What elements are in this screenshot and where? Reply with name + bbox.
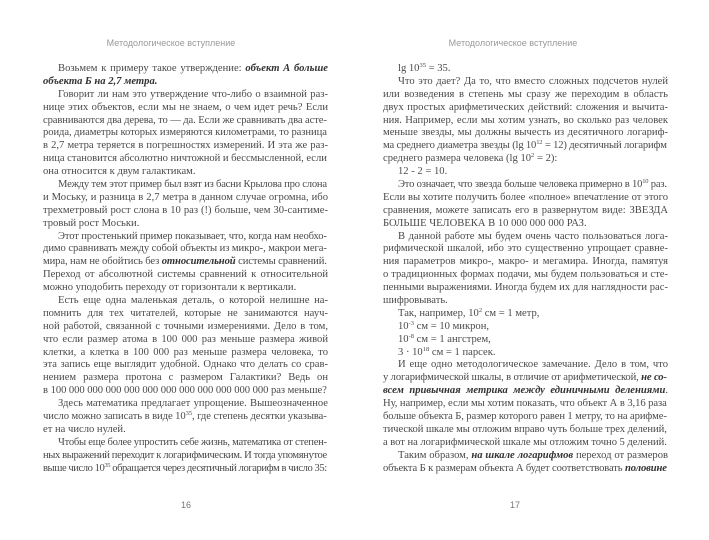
line-content — [383, 205, 668, 216]
text-line — [383, 359, 668, 372]
line-content — [398, 63, 451, 74]
text-line — [383, 115, 668, 128]
line-content — [43, 115, 327, 126]
text-line — [43, 166, 328, 179]
text-line — [383, 308, 668, 321]
text-line — [383, 205, 668, 218]
emphasis-text: объекта Б на 2,7 метра. — [43, 75, 158, 87]
text-run: число можно записать в виде 10 — [43, 411, 186, 423]
line-content — [398, 166, 447, 177]
line-content — [43, 334, 328, 345]
line-content — [383, 153, 557, 164]
line-content — [43, 347, 328, 358]
text-line — [383, 102, 668, 115]
text-run: 10 — [398, 320, 409, 332]
line-content — [383, 269, 668, 280]
emphasis-text: не со- — [641, 372, 667, 384]
text-line — [43, 308, 328, 321]
text-line — [43, 89, 328, 102]
text-line — [383, 282, 668, 295]
line-content — [43, 166, 196, 177]
line-content — [43, 424, 126, 435]
text-run: БОЛЬШЕ ЧЕЛОВЕКА В 10 000 000 000 РАЗ. — [383, 217, 587, 229]
line-content — [383, 372, 667, 383]
text-run: см = 1 ангстрем, — [414, 333, 491, 345]
text-line — [43, 411, 328, 424]
line-content — [383, 398, 667, 409]
text-run: ния параметров микро-, макро- и мегамира. Иногда, памятуя — [383, 256, 668, 268]
text-line — [43, 372, 328, 385]
text-run: Если вы хотите получить более «полное» впечатление от этого — [383, 191, 668, 203]
text-run: Чтобы еще более упростить себе жизнь, математика от степен- — [58, 436, 327, 448]
line-content — [398, 450, 668, 461]
text-line — [43, 115, 328, 128]
line-content — [43, 269, 328, 280]
text-line — [43, 269, 328, 282]
text-line — [383, 463, 668, 476]
text-run: обращается через десятичный логарифм в число 35: — [110, 462, 327, 474]
text-line — [43, 463, 328, 476]
text-run: = 12) десятичный логарифм — [542, 140, 667, 152]
line-content — [58, 231, 327, 242]
line-content — [43, 308, 328, 319]
line-content — [43, 153, 327, 164]
text-line — [43, 282, 328, 295]
exponent: 18 — [422, 345, 430, 353]
text-run: нением размера протона с размером Галактики? Ведь он — [43, 372, 328, 384]
text-line — [43, 140, 328, 153]
line-content — [383, 115, 668, 126]
text-line — [43, 179, 328, 192]
text-run: шифровывать. — [383, 295, 448, 307]
line-content — [383, 89, 668, 100]
text-line — [43, 243, 328, 256]
line-content — [383, 256, 668, 267]
text-run: меньше звезды, мы должны вычесть из десятичного логариф- — [383, 127, 668, 139]
exponent: 12 — [536, 139, 543, 147]
exponent: 35 — [104, 461, 111, 469]
text-run: Ну, например, если мы хотим показать, что объект А в 3,16 раза — [383, 398, 667, 410]
text-line — [383, 295, 668, 308]
text-run: Есть еще одна маленькая деталь, о которой нелишне на- — [58, 295, 328, 307]
line-content — [58, 437, 327, 448]
text-run: тровый рост Моськи. — [43, 217, 140, 229]
text-run: см = 1 метр, — [482, 307, 540, 319]
text-run: эта запись еще выглядит удобной. Однако что делать со срав- — [43, 359, 328, 371]
line-content — [398, 308, 539, 319]
text-run: раз. — [648, 179, 667, 191]
text-run: Здесь математика предлагает упрощение. Вышеозначенное — [58, 398, 328, 410]
line-content — [398, 76, 668, 87]
text-line — [43, 256, 328, 269]
line-content — [383, 243, 668, 254]
line-content — [58, 63, 328, 74]
text-line — [383, 63, 668, 76]
text-run: тической шкале мы отложим вправо чуть больше трех делений, — [383, 423, 667, 435]
line-content — [43, 359, 328, 370]
text-line — [383, 321, 668, 334]
text-run: Возьмем к примеру такое утверждение: — [58, 63, 246, 74]
exponent: -3 — [408, 319, 415, 327]
text-run: нице этих объектов, если мы не знаем, о чем идет речь? Если — [43, 101, 328, 113]
text-run: роида, диаметры которых измеряются километрами, то разница — [43, 127, 327, 139]
text-run: см = 10 микрон, — [414, 320, 490, 332]
line-content — [398, 359, 668, 370]
exponent: 35 — [419, 62, 426, 69]
text-run: ния. Например, если мы хотим узнать, во сколько раз человек — [383, 114, 668, 126]
text-run: пенными выражениями. Иногда будем их для наглядности рас- — [383, 282, 668, 294]
text-line — [383, 450, 668, 463]
text-line — [383, 140, 668, 153]
text-run: объекта Б к размерам объекта А будет соответствовать — [383, 462, 625, 474]
text-run: Что это дает? Да то, что вместо сложных подсчетов нулей — [398, 75, 668, 87]
text-line — [383, 256, 668, 269]
text-line — [383, 411, 668, 424]
line-content — [383, 411, 667, 422]
text-run: о традиционных формах подачи, мы будем пользоваться и сте- — [383, 269, 668, 281]
running-header: Методологическое вступление — [106, 38, 236, 48]
text-line — [43, 192, 328, 205]
text-run: и Моську, и разница в 2,7 метра в данном случае огромна, ибо — [43, 191, 328, 203]
text-line — [43, 359, 328, 372]
text-run: ной работой, связанной с точными измерениями. Дело в том, — [43, 320, 328, 332]
text-run: 12 - 2 = 10. — [398, 166, 448, 178]
text-line — [43, 437, 328, 450]
text-run: = 2): — [534, 153, 558, 165]
text-run: , где степень десятки указыва- — [192, 411, 327, 423]
text-line — [383, 179, 668, 192]
text-run: выше число 10 — [43, 462, 105, 474]
line-content — [43, 372, 328, 383]
line-content — [383, 424, 667, 435]
text-run: 3 · 10 — [398, 346, 423, 358]
line-content — [383, 295, 448, 306]
text-run: в 2,7 метра теряется в погрешностях измерений. И эта же раз- — [43, 140, 328, 152]
line-content — [398, 321, 489, 332]
text-run: двух простых арифметических действий: сложения и вычита- — [383, 101, 668, 113]
text-line — [43, 385, 328, 398]
line-content — [43, 385, 327, 396]
emphasis-text: относительной — [161, 256, 236, 268]
line-content — [398, 231, 668, 242]
text-run: больше объекта Б, размер которого равен 1 метру, то на арифме- — [383, 411, 667, 423]
text-line — [383, 231, 668, 244]
text-run: клетки, а клетка в 100 000 раз меньше размера человека, то — [43, 346, 328, 358]
text-run: 10 — [398, 333, 409, 345]
text-run: Этот простенький пример показывает, что, когда нам необхо- — [58, 230, 327, 242]
line-content — [43, 205, 328, 216]
exponent: 10 — [642, 178, 649, 186]
line-content — [398, 179, 667, 190]
line-content — [383, 218, 587, 229]
right-page — [354, 0, 708, 540]
line-content — [43, 450, 327, 461]
text-run: трехметровый рост слона в 10 раз (!) больше, чем 30-сантиме- — [43, 204, 328, 216]
line-content — [383, 102, 668, 113]
text-line — [383, 269, 668, 282]
text-run: Это означает, что звезда больше человека примерно в 10 — [398, 179, 643, 191]
text-line — [383, 89, 668, 102]
text-run: что если размер атома в 100 000 раз меньше размера живой — [43, 333, 328, 345]
line-content — [43, 76, 157, 87]
line-content — [383, 140, 667, 151]
text-line — [383, 243, 668, 256]
text-line — [383, 166, 668, 179]
text-line — [383, 437, 668, 450]
text-run: а вот на логарифмической шкале мы отложим точно 5 делений. — [383, 436, 667, 448]
exponent: 35 — [185, 410, 193, 418]
text-line — [383, 424, 668, 437]
text-run: Так, например, 10 — [398, 307, 479, 319]
emphasis-text: всем привычная метрика между единичными делениями — [383, 385, 666, 397]
line-content — [58, 295, 328, 306]
line-content — [58, 89, 328, 100]
text-run: см = 1 парсек. — [429, 346, 496, 358]
text-line — [43, 334, 328, 347]
page-number: 17 — [509, 500, 520, 510]
text-line — [43, 153, 328, 166]
text-run: ных выражений переходит к логарифмическим. И тогда упомянутое — [43, 449, 327, 461]
text-line — [43, 347, 328, 360]
line-content — [383, 437, 667, 448]
line-content — [43, 463, 327, 474]
line-content — [43, 218, 139, 229]
text-line — [43, 218, 328, 231]
line-content — [398, 347, 496, 358]
line-content — [43, 140, 328, 151]
text-line — [43, 63, 328, 76]
line-content — [43, 192, 328, 203]
text-run: ма среднего диаметра звезды (lg 10 — [383, 140, 537, 152]
text-line — [383, 76, 668, 89]
line-content — [43, 243, 327, 254]
text-run: димо сравнивать между собой объекты из микро-, макрои мега- — [43, 243, 327, 255]
text-run: И еще одно методологическое замечание. Дело в том, что — [398, 359, 668, 371]
text-line — [383, 192, 668, 205]
line-content — [383, 385, 668, 396]
text-run: в 100 000 000 000 000 000 000 000 000 000 000 000 раз меньше? — [43, 385, 327, 397]
text-run: можно уподобить переходу от горизонтали к вертикали. — [43, 282, 297, 294]
text-run: = 35. — [425, 63, 451, 74]
text-line — [383, 398, 668, 411]
text-run: В данной работе мы будем очень часто пользоваться лога- — [398, 230, 668, 242]
text-line — [383, 347, 668, 360]
text-run: системы сравнений. — [235, 256, 327, 268]
text-line — [383, 218, 668, 231]
page-number: 16 — [180, 500, 191, 510]
text-line — [43, 127, 328, 140]
line-content — [58, 398, 328, 409]
line-content — [43, 321, 328, 332]
page-body — [383, 63, 668, 476]
emphasis-text: объект А больше — [245, 63, 328, 74]
text-run: Таким образом, — [398, 449, 472, 461]
line-content — [383, 282, 668, 293]
text-run: сравнения, можете записать его в развернутом виде: ЗВЕЗДА — [383, 204, 668, 216]
text-run: переход от размеров — [573, 449, 668, 461]
emphasis-text: половине — [625, 462, 667, 474]
text-line — [383, 385, 668, 398]
text-line — [383, 153, 668, 166]
page-body — [43, 63, 328, 476]
text-run: ет на число нулей. — [43, 423, 126, 435]
exponent: -8 — [408, 332, 415, 340]
text-run: ница становится абсолютно ничтожной и бессмысленной, если — [43, 153, 327, 165]
text-run: рифмической шкалой, ибо это существенно упрощает сравне- — [383, 243, 668, 255]
text-run: мира, нам не обойтись без — [43, 256, 162, 268]
text-run: . — [665, 385, 668, 397]
line-content — [43, 127, 327, 138]
line-content — [383, 463, 667, 474]
text-run: среднего размера человека (lg 10 — [383, 153, 532, 165]
line-content — [43, 102, 328, 113]
text-line — [43, 450, 328, 463]
text-line — [383, 372, 668, 385]
text-run: сравниваются два дерева, то — да. Если же сравнивать два асте- — [43, 114, 327, 126]
line-content — [43, 256, 327, 267]
exponent: 2 — [531, 152, 535, 160]
text-line — [43, 295, 328, 308]
line-content — [43, 282, 296, 293]
text-line — [43, 76, 328, 89]
text-run: lg 10 — [398, 63, 420, 74]
text-line — [43, 231, 328, 244]
text-run: Говорит ли нам это утверждение что-либо о взаимной раз- — [58, 88, 328, 100]
text-line — [43, 102, 328, 115]
text-line — [43, 321, 328, 334]
line-content — [383, 192, 668, 203]
left-page — [0, 0, 354, 540]
text-run: помнить для тех читателей, которые не занимаются науч- — [43, 307, 328, 319]
text-line — [383, 127, 668, 140]
text-run: она относится к двум галактикам. — [43, 166, 196, 178]
text-line — [43, 424, 328, 437]
text-line — [43, 205, 328, 218]
exponent: 2 — [478, 306, 483, 314]
text-run: Переход от абсолютной системы сравнений к относительной — [43, 269, 328, 281]
running-header: Методологическое вступление — [448, 38, 578, 48]
text-run: Между тем этот пример был взят из басни Крылова про слона — [58, 179, 327, 191]
line-content — [43, 411, 327, 422]
line-content — [398, 334, 491, 345]
text-run: у логарифмической шкалы, в отличие от арифметической, — [383, 372, 642, 384]
line-content — [58, 179, 327, 190]
line-content — [383, 127, 668, 138]
emphasis-text: на шкале логарифмов — [471, 449, 574, 461]
text-run: или возведения в степень мы сразу же переходим в область — [383, 88, 668, 100]
